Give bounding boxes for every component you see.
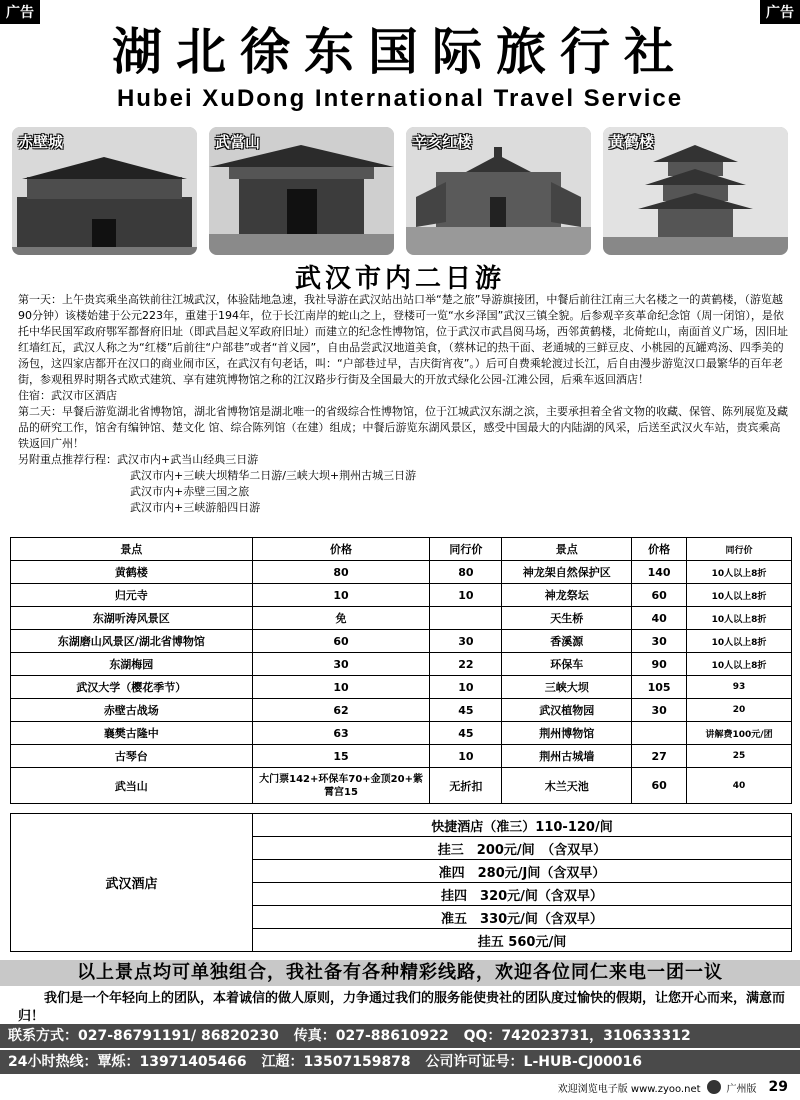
price-table	[10, 537, 792, 804]
other-route: 武汉市内+三峡游船四日游	[130, 501, 261, 514]
page-number: 29	[768, 1079, 788, 1095]
hotel-option: 挂五 560元/间	[253, 929, 792, 952]
phone-numbers: 联系方式：027-86791191/ 86820230	[8, 1028, 279, 1044]
photo-wudang	[209, 127, 394, 255]
table-cell: 63	[252, 722, 430, 745]
photo-strip	[12, 127, 788, 257]
table-cell: 40	[632, 607, 687, 630]
agency-title-en: Hubei XuDong International Travel Service	[116, 85, 684, 112]
table-row	[11, 745, 792, 768]
table-cell: 赤壁古战场	[11, 699, 253, 722]
table-cell: 10人以上8折	[687, 584, 792, 607]
table-cell	[430, 607, 502, 630]
photo-chibi-city	[12, 127, 197, 255]
column-header: 价格	[252, 538, 430, 561]
footer-text: 欢迎浏览电子版 www.zyoo.net	[557, 1083, 701, 1095]
table-cell: 60	[632, 584, 687, 607]
table-cell: 10	[430, 676, 502, 699]
tour-subtitle: 武汉市内二日游	[294, 264, 505, 294]
table-cell: 10人以上8折	[687, 630, 792, 653]
table-row	[11, 814, 792, 837]
combo-banner: 以上景点均可单独组合，我社备有各种精彩线路，欢迎各位同仁来电一团一议	[0, 960, 800, 986]
table-cell: 93	[687, 676, 792, 699]
table-cell: 三峡大坝	[502, 676, 632, 699]
table-cell: 古琴台	[11, 745, 253, 768]
table-cell	[632, 722, 687, 745]
table-cell: 27	[632, 745, 687, 768]
column-header: 同行价	[430, 538, 502, 561]
table-cell: 40	[687, 768, 792, 804]
table-cell: 东湖磨山风景区/湖北省博物馆	[11, 630, 253, 653]
hotel-option: 准四 280元/J间（含双早）	[253, 860, 792, 883]
ad-label-left: 广告	[0, 0, 40, 24]
table-row	[11, 768, 792, 804]
photo-caption: 赤壁城	[18, 133, 64, 151]
table-cell: 10	[252, 676, 430, 699]
table-cell: 30	[252, 653, 430, 676]
table-cell: 香溪源	[502, 630, 632, 653]
agency-title-cn: 湖北徐东国际旅行社	[112, 23, 688, 81]
license-number: 公司许可证号：L-HUB-CJ00016	[425, 1054, 643, 1070]
table-cell: 免	[252, 607, 430, 630]
table-cell: 45	[430, 722, 502, 745]
photo-yellow-crane-tower	[603, 127, 788, 255]
table-cell: 荆州博物馆	[502, 722, 632, 745]
itinerary	[18, 292, 788, 516]
fax-number: 传真：027-88610922	[293, 1028, 449, 1044]
table-cell: 神龙祭坛	[502, 584, 632, 607]
table-cell: 武汉植物园	[502, 699, 632, 722]
hotline-1: 24小时热线：覃烁：13971405466	[8, 1054, 247, 1070]
table-cell: 归元寺	[11, 584, 253, 607]
table-cell: 140	[632, 561, 687, 584]
table-cell: 襄樊古隆中	[11, 722, 253, 745]
itinerary-stay: 住宿：武汉市区酒店	[18, 389, 117, 402]
other-route: 武汉市内+三峡大坝精华二日游/三峡大坝+荆州古城三日游	[130, 469, 417, 482]
photo-caption: 辛亥红楼	[412, 133, 473, 151]
table-cell: 90	[632, 653, 687, 676]
table-header-row	[11, 538, 792, 561]
table-row	[11, 584, 792, 607]
table-cell: 讲解费100元/团	[687, 722, 792, 745]
table-cell: 10	[252, 584, 430, 607]
table-row	[11, 561, 792, 584]
hotel-option: 挂四 320元/间（含双早）	[253, 883, 792, 906]
table-row	[11, 653, 792, 676]
table-cell: 东湖梅园	[11, 653, 253, 676]
table-cell: 无折扣	[430, 768, 502, 804]
itinerary-day2: 第二天：早餐后游览湖北省博物馆，湖北省博物馆是湖北唯一的省级综合性博物馆，位于江城武汉东湖之滨，主要承担着全省文物的收藏、保管、陈列展览及藏品的研究工作，馆舍有编钟馆、楚文化 馆、综合陈列馆（在建）组成；中餐后游览东湖风景区，感受中国最大的内陆湖的风采，后送至武汉火车站，贵宾乘高铁返回广州！	[18, 405, 788, 450]
table-cell: 10人以上8折	[687, 653, 792, 676]
itinerary-day1: 第一天：上午贵宾乘坐高铁前往江城武汉，体验陆地急速，我社导游在武汉站出站口举“楚之旅”导游旗接团，中餐后前往江南三大名楼之一的黄鹤楼，（游览越90分钟）该楼始建于公元223年，重建于194年，位于长江南岸的蛇山之上，登楼可一览“水乡泽国”武汉三镇全貌。后参观辛亥革命纪念馆（周一闭馆），是依托中华民国军政府鄂军都督府旧址（即武昌起义军政府旧址）而建立的纪念性博物馆，位于武汉市武昌阅马场，西邻黄鹤楼，北倚蛇山，南面首义广场，因旧址红墙红瓦，武汉人称之为“红楼”后前往“户部巷”或者“首义园”，自由品尝武汉地道美食，（蔡林记的热干面、老通城的三鲜豆皮、小桃园的瓦罐鸡汤、四季美的汤包，这四家店都开在汉口的商业闹市区，在武汉有句老话，叫：“户部巷过早，吉庆街宵夜”。）后可自费乘轮渡过长江，后自由漫步游览汉口最繁华的百年老街，参观租界时期各式欧式建筑、享有建筑博物馆之称的江汉路步行街及全国最大的开放式绿化公园-江滩公园，后乘车返回酒店！	[18, 293, 788, 386]
table-row	[11, 699, 792, 722]
table-row	[11, 630, 792, 653]
table-cell: 环保车	[502, 653, 632, 676]
ad-label-right: 广告	[760, 0, 800, 24]
contact-bar	[0, 1024, 800, 1048]
table-cell: 10人以上8折	[687, 607, 792, 630]
table-cell: 25	[687, 745, 792, 768]
table-cell: 45	[430, 699, 502, 722]
table-cell: 105	[632, 676, 687, 699]
table-cell: 武当山	[11, 768, 253, 804]
photo-caption: 武當山	[215, 133, 261, 151]
table-cell: 木兰天池	[502, 768, 632, 804]
table-cell: 天生桥	[502, 607, 632, 630]
table-cell: 80	[430, 561, 502, 584]
table-cell: 10人以上8折	[687, 561, 792, 584]
table-cell: 10	[430, 584, 502, 607]
table-cell: 大门票142+环保车70+金顶20+紫霄宫15	[252, 768, 430, 804]
column-header: 同行价	[687, 538, 792, 561]
hotel-option: 快捷酒店（准三）110-120/间	[253, 814, 792, 837]
hotel-option: 准五 330元/间（含双早）	[253, 906, 792, 929]
column-header: 价格	[632, 538, 687, 561]
table-row	[11, 722, 792, 745]
table-cell: 30	[632, 699, 687, 722]
table-cell: 10	[430, 745, 502, 768]
table-cell: 荆州古城墙	[502, 745, 632, 768]
table-cell: 62	[252, 699, 430, 722]
column-header: 景点	[11, 538, 253, 561]
hotline-2: 江超：13507159878	[261, 1054, 411, 1070]
column-header: 景点	[502, 538, 632, 561]
team-intro: 我们是一个年轻向上的团队，本着诚信的做人原则，力争通过我们的服务能使贵社的团队度过愉快的假期，让您开心而来，满意而归！	[18, 991, 786, 1024]
table-cell: 80	[252, 561, 430, 584]
table-row	[11, 607, 792, 630]
site-logo-icon	[707, 1080, 721, 1094]
table-cell: 东湖听涛风景区	[11, 607, 253, 630]
table-cell: 20	[687, 699, 792, 722]
footer	[558, 1079, 788, 1095]
table-cell: 黄鹤楼	[11, 561, 253, 584]
photo-caption: 黄鹤楼	[609, 133, 655, 151]
hotel-table	[10, 813, 792, 952]
table-cell: 22	[430, 653, 502, 676]
qq-numbers: QQ：742023731，310633312	[463, 1028, 691, 1044]
photo-xinhai-red-building	[406, 127, 591, 255]
table-cell: 神龙架自然保护区	[502, 561, 632, 584]
edition-label: 广州版	[726, 1083, 757, 1095]
table-cell: 武汉大学（樱花季节）	[11, 676, 253, 699]
header	[0, 22, 800, 114]
table-cell: 30	[632, 630, 687, 653]
other-routes-head: 另附重点推荐行程：武汉市内+武当山经典三日游	[18, 453, 259, 466]
table-cell: 60	[252, 630, 430, 653]
table-cell: 15	[252, 745, 430, 768]
other-route: 武汉市内+赤壁三国之旅	[130, 485, 250, 498]
hotline-bar	[0, 1050, 800, 1074]
hotel-option: 挂三 200元/间 （含双早）	[253, 837, 792, 860]
table-cell: 60	[632, 768, 687, 804]
table-row	[11, 676, 792, 699]
hotel-name: 武汉酒店	[11, 814, 253, 952]
table-cell: 30	[430, 630, 502, 653]
